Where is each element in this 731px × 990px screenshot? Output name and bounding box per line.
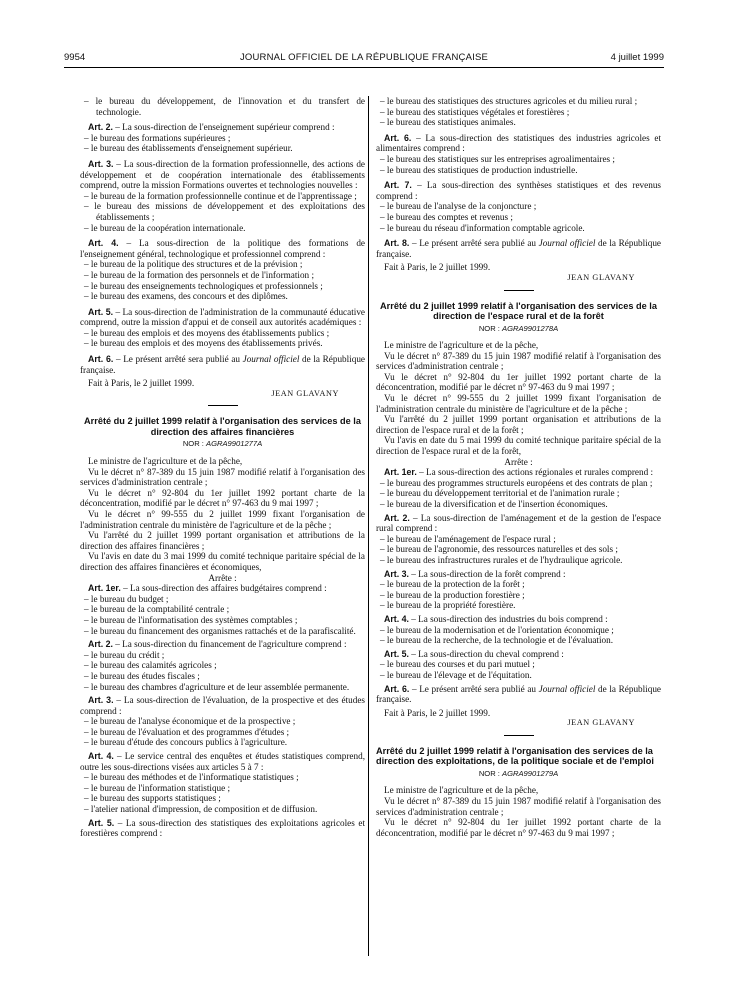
article-number: Art. 3.	[384, 568, 409, 579]
list-item: – le bureau des infrastructures rurales et de l'hydraulique agricole.	[380, 554, 623, 565]
signing-place-date: Fait à Paris, le 2 juillet 1999.	[88, 378, 195, 389]
list-item: – le bureau de la formation professionnelle continue et de l'apprentissage ;	[84, 190, 357, 201]
left-column	[80, 96, 365, 839]
list-item: – le bureau des statistiques animales.	[380, 117, 516, 128]
list-item: – le bureau de la propriété forestière.	[380, 600, 516, 611]
article-text: – La sous-direction des statistiques des exploitations agricoles et forestières comprend :	[80, 817, 365, 839]
list-item: – le bureau des emplois et des moyens des établissements privés.	[84, 338, 323, 349]
visa-paragraph: Vu l'arrêté du 2 juillet 1999 portant organisation et attributions de la direction de l'espace rural et de la forêt ;	[376, 414, 661, 435]
visa-paragraph: Vu le décret n° 87-389 du 15 juin 1987 modifié relatif à l'organisation des services d'administration centrale ;	[376, 796, 661, 817]
article-number: Art. 2.	[88, 639, 113, 650]
nor-code: AGRA9901278A	[502, 323, 559, 333]
list-item: – le bureau de la production forestière ;	[380, 589, 525, 600]
article-number: Art. 4.	[384, 613, 409, 624]
list-item: – le bureau de la diversification et de l'insertion économiques.	[380, 499, 608, 509]
visa-paragraph: Vu l'avis en date du 3 mai 1999 du comité technique paritaire spécial de la direction des affaires financières et économiques,	[80, 551, 365, 572]
decree-title: Arrêté du 2 juillet 1999 relatif à l'organisation des services de la direction des exploitations, de la politique sociale et de l'emploi	[376, 745, 654, 767]
list-item: – le bureau de l'aménagement de l'espace rural ;	[380, 533, 556, 544]
nor-label: NOR :	[478, 768, 503, 778]
article-text: de la République française.	[376, 683, 661, 705]
article-paragraph	[376, 569, 661, 580]
article-text: – Le présent arrêté sera publié au	[409, 238, 539, 249]
list-item: – le bureau de l'informatisation des systèmes comptables ;	[84, 614, 298, 625]
list-item: – le bureau de la modernisation et de l'orientation économique ;	[380, 624, 614, 635]
list-item: – le bureau des études fiscales ;	[84, 670, 200, 681]
header-rule	[64, 67, 664, 68]
article-number: Art. 7.	[384, 180, 412, 191]
visa-paragraph: Vu l'avis en date du 5 mai 1999 du comité technique paritaire spécial de la direction de l'espace rural et de la forêt,	[376, 435, 661, 457]
article-text: – La sous-direction des actions régionales et rurales comprend :	[416, 467, 654, 478]
signature: JEAN GLAVANY	[271, 388, 339, 398]
article-paragraph	[80, 307, 365, 328]
article-number: Art. 3.	[88, 158, 114, 169]
list-item: – le bureau du réseau d'information comptable agricole.	[380, 222, 585, 233]
list-item: – le bureau de l'évaluation et des programmes d'études ;	[84, 726, 290, 737]
nor-code: AGRA9901277A	[206, 439, 263, 449]
article-text: – Le présent arrêté sera publié au	[113, 354, 243, 365]
section-separator	[208, 405, 238, 406]
list-item: – le bureau des chambres d'agriculture et de leur assemblée permanente.	[84, 681, 350, 692]
list-item: – le bureau du crédit ;	[84, 649, 165, 660]
decree-title: Arrêté du 2 juillet 1999 relatif à l'organisation des services de la direction de l'espace rural et de la forêt	[380, 300, 657, 321]
list-item: – le bureau de l'élevage et de l'équitation.	[380, 669, 532, 680]
article-paragraph	[376, 133, 661, 154]
article-text: – La sous-direction des industries du bois comprend :	[408, 613, 608, 624]
article-number: Art. 1er.	[384, 467, 417, 478]
list-item: – le bureau des calamités agricoles ;	[84, 660, 217, 671]
list-item: – le bureau d'étude des concours publics à l'agriculture.	[84, 737, 288, 748]
article-paragraph	[376, 180, 661, 201]
journal-name: Journal officiel	[538, 238, 596, 249]
article-number: Art. 5.	[88, 306, 114, 317]
section-separator	[504, 735, 534, 736]
visa-paragraph: Vu le décret n° 99-555 du 2 juillet 1999 fixant l'organisation de l'administration centrale du ministère de l'agriculture et de la pêche ;	[80, 509, 365, 530]
article-paragraph	[80, 818, 365, 839]
article-number: Art. 2.	[384, 512, 410, 523]
list-item: – le bureau des statistiques sur les entreprises agroalimentaires ;	[380, 153, 615, 164]
article-paragraph	[376, 684, 661, 705]
article-text: – La sous-direction des affaires budgétaires comprend :	[120, 583, 327, 594]
nor-code: AGRA9901279A	[502, 768, 559, 778]
visa-paragraph: Le ministre de l'agriculture et de la pêche,	[384, 785, 539, 796]
list-item: – le bureau des statistiques des structures agricoles et du milieu rural ;	[380, 96, 638, 106]
visa-paragraph: Vu le décret n° 92-804 du 1er juillet 1992 portant charte de la déconcentration, modifié par le décret n° 97-463 du 9 mai 1997 ;	[376, 371, 661, 393]
visa-paragraph: Vu le décret n° 92-804 du 1er juillet 1992 portant charte de la déconcentration, modifié par le décret n° 97-463 du 9 mai 1997 ;	[376, 817, 661, 838]
list-item: – le bureau des formations supérieures ;	[84, 132, 231, 143]
issue-date: 4 juillet 1999	[610, 52, 664, 63]
nor-label: NOR :	[182, 439, 207, 449]
journal-title: JOURNAL OFFICIEL DE LA RÉPUBLIQUE FRANÇAISE	[239, 52, 489, 63]
article-number: Art. 6.	[88, 354, 114, 365]
article-number: Art. 5.	[88, 817, 115, 828]
arrete-heading: Arrête :	[208, 572, 237, 583]
article-paragraph	[80, 238, 365, 259]
article-paragraph	[80, 122, 365, 133]
article-text: – La sous-direction des synthèses statistiques et des revenus comprend :	[376, 180, 661, 201]
list-item: – le bureau de la politique des structures et de la prévision ;	[84, 259, 303, 270]
list-item: – le bureau de l'agronomie, des ressources naturelles et des sols ;	[380, 544, 618, 555]
list-item: – le bureau de la coopération internationale.	[84, 222, 246, 233]
article-paragraph	[80, 751, 365, 772]
journal-name: Journal officiel	[538, 683, 596, 694]
article-text: – La sous-direction de la formation professionnelle, des actions de développement et de coopération internationale des établissements comprend, outre la mission Formations ouvertes et technologies nouvelles :	[80, 158, 365, 191]
list-item: – le bureau des missions de développement et des exploitations des établissements ;	[84, 201, 365, 222]
article-paragraph	[376, 513, 661, 534]
nor-reference	[376, 324, 661, 335]
article-text: – La sous-direction du financement de l'agriculture comprend :	[112, 639, 347, 650]
article-text: – La sous-direction de la politique des formations de l'enseignement général, technologique et professionnel comprend :	[80, 238, 365, 259]
article-number: Art. 3.	[88, 695, 114, 706]
list-item: – le bureau de la comptabilité centrale ;	[84, 604, 230, 615]
column-divider	[368, 96, 369, 956]
article-paragraph	[80, 639, 365, 650]
list-item: – le bureau du financement des organismes rattachés et de la parafiscalité.	[84, 625, 356, 636]
article-text: – La sous-direction du cheval comprend :	[408, 648, 564, 659]
page-header	[64, 48, 664, 68]
visa-paragraph: Vu le décret n° 92-804 du 1er juillet 1992 portant charte de la déconcentration, modifié par le décret n° 97-463 du 9 mai 1997 ;	[80, 487, 365, 509]
journal-name: Journal officiel	[242, 354, 300, 365]
page-number: 9954	[64, 52, 86, 63]
article-text: – La sous-direction de l'enseignement supérieur comprend :	[112, 122, 335, 133]
article-number: Art. 6.	[384, 132, 412, 143]
article-text: – La sous-direction de la forêt comprend :	[408, 568, 566, 579]
nor-reference	[80, 439, 365, 450]
list-item: – le bureau des comptes et revenus ;	[380, 211, 513, 222]
article-paragraph	[376, 467, 661, 478]
list-item: – le bureau de la formation des personnels et de l'information ;	[84, 269, 314, 280]
article-paragraph	[80, 159, 365, 191]
list-item: – le bureau des méthodes et de l'informatique statistiques ;	[84, 772, 299, 783]
article-paragraph	[80, 354, 365, 375]
visa-paragraph: Vu le décret n° 99-555 du 2 juillet 1999 fixant l'organisation de l'administration centrale du ministère de l'agriculture et de la pêche ;	[376, 393, 661, 414]
list-item: – le bureau du développement territorial et de l'animation rurale ;	[380, 488, 620, 499]
list-item: – le bureau du développement, de l'innovation et du transfert de technologie.	[84, 96, 365, 117]
article-text: – Le présent arrêté sera publié au	[409, 683, 539, 694]
decree-title: Arrêté du 2 juillet 1999 relatif à l'organisation des services de la direction des affaires financières	[84, 416, 361, 437]
article-paragraph	[80, 695, 365, 716]
article-text: – La sous-direction de l'administration de la communauté éducative comprend, outre la mission d'appui et de conseil aux autorités académiques :	[80, 306, 365, 328]
list-item: – le bureau des enseignements technologiques et professionnels ;	[84, 280, 323, 291]
list-item: – le bureau de la protection de la forêt ;	[380, 579, 525, 590]
signature: JEAN GLAVANY	[567, 272, 635, 282]
article-number: Art. 6.	[384, 683, 410, 694]
article-number: Art. 4.	[88, 751, 114, 762]
list-item: – le bureau des examens, des concours et des diplômes.	[84, 291, 288, 302]
nor-reference	[376, 769, 661, 780]
article-text: de la République française.	[376, 238, 661, 259]
article-paragraph	[376, 649, 661, 660]
list-item: – le bureau de l'analyse de la conjoncture ;	[380, 201, 537, 212]
article-text: de la République française.	[80, 354, 365, 375]
arrete-heading: Arrête :	[504, 456, 533, 467]
visa-paragraph: Vu le décret n° 87-389 du 15 juin 1987 modifié relatif à l'organisation des services d'administration centrale ;	[80, 466, 365, 488]
list-item: – le bureau des courses et du pari mutuel ;	[380, 659, 535, 670]
signing-place-date: Fait à Paris, le 2 juillet 1999.	[384, 707, 491, 718]
list-item: – le bureau des statistiques végétales et forestières ;	[380, 106, 570, 117]
signing-place-date: Fait à Paris, le 2 juillet 1999.	[384, 262, 491, 273]
article-text: – La sous-direction de l'aménagement et de la gestion de l'espace rural comprend :	[376, 512, 661, 534]
section-separator	[504, 290, 534, 291]
visa-paragraph: Vu l'arrêté du 2 juillet 1999 portant organisation et attributions de la direction des affaires financières ;	[80, 530, 365, 551]
visa-paragraph: Le ministre de l'agriculture et de la pêche,	[384, 340, 539, 351]
list-item: – le bureau des supports statistiques ;	[84, 793, 221, 804]
list-item: – le bureau des statistiques de production industrielle.	[380, 164, 578, 175]
article-number: Art. 2.	[88, 122, 113, 133]
list-item: – le bureau de l'analyse économique et de la prospective ;	[84, 716, 296, 727]
article-text: – Le service central des enquêtes et études statistiques comprend, outre les sous-directions visées aux articles 5 à 7 :	[80, 751, 365, 772]
article-number: Art. 5.	[384, 648, 409, 659]
article-number: Art. 4.	[88, 238, 119, 249]
article-number: Art. 1er.	[88, 583, 121, 594]
list-item: – le bureau de la recherche, de la technologie et de l'évaluation.	[380, 635, 614, 646]
list-item: – le bureau de l'information statistique ;	[84, 782, 231, 793]
right-column	[376, 96, 661, 838]
list-item: – le bureau des établissements d'enseignement supérieur.	[84, 143, 293, 154]
visa-paragraph: Le ministre de l'agriculture et de la pêche,	[88, 456, 243, 467]
list-item: – le bureau du budget ;	[84, 593, 169, 604]
signature: JEAN GLAVANY	[567, 718, 635, 728]
list-item: – le bureau des emplois et des moyens des établissements publics ;	[84, 327, 330, 338]
nor-label: NOR :	[478, 323, 503, 333]
list-item: – le bureau des programmes structurels européens et des contrats de plan ;	[380, 477, 653, 488]
article-paragraph	[80, 583, 365, 594]
list-item: – l'atelier national d'impression, de composition et de diffusion.	[84, 804, 318, 815]
article-paragraph	[376, 614, 661, 625]
article-paragraph	[376, 238, 661, 259]
article-text: – La sous-direction des statistiques des industries agricoles et alimentaires comprend :	[376, 132, 661, 154]
article-text: – La sous-direction de l'évaluation, de la prospective et des études comprend :	[80, 695, 365, 716]
visa-paragraph: Vu le décret n° 87-389 du 15 juin 1987 modifié relatif à l'organisation des services d'administration centrale ;	[376, 350, 661, 372]
article-number: Art. 8.	[384, 238, 410, 249]
